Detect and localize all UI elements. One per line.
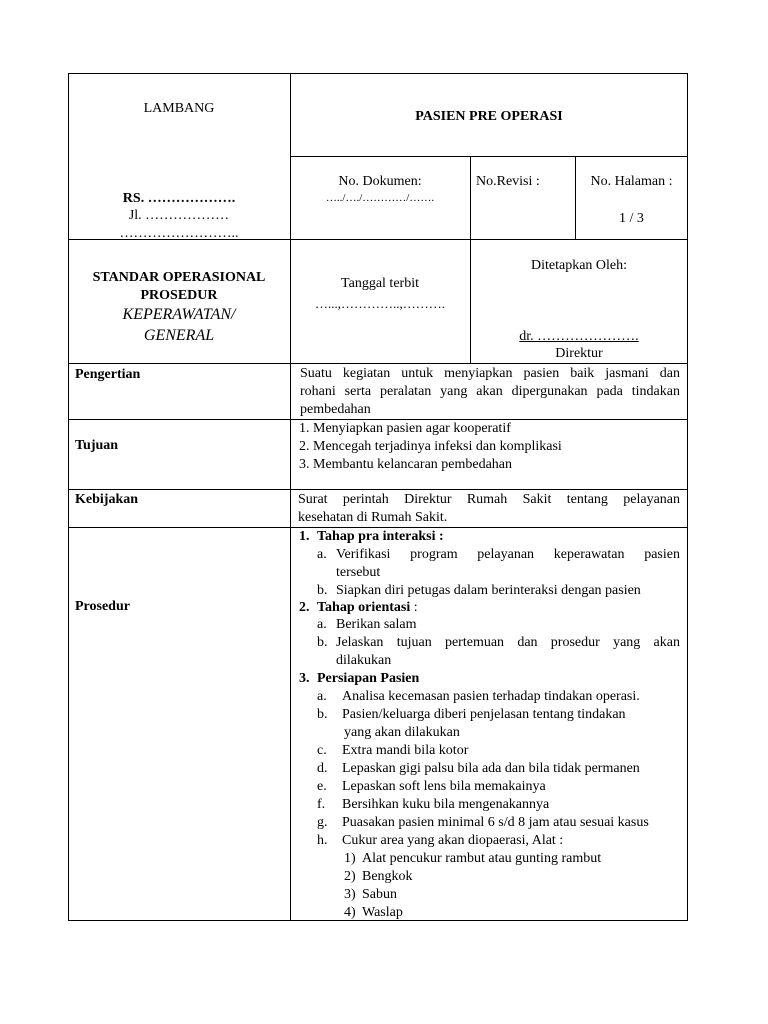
- hospital-address: Jl. ………………: [128, 208, 230, 223]
- step-letter: e.: [317, 779, 327, 794]
- step-text: dilakukan: [336, 653, 392, 668]
- step-text: Berikan salam: [336, 617, 417, 632]
- tool-number: 4): [344, 905, 356, 920]
- step-text: Extra mandi bila kotor: [342, 743, 469, 758]
- tool-text: Sabun: [362, 887, 397, 902]
- no-dokumen-value: …../…./…………/…….: [325, 192, 435, 204]
- step-number: 2.: [299, 600, 310, 615]
- step-number: 3.: [299, 671, 310, 686]
- sop-category: GENERAL: [143, 327, 215, 344]
- signer-name: dr. ………………….: [519, 329, 639, 344]
- step-letter: b.: [317, 583, 328, 598]
- step-letter: h.: [317, 833, 328, 848]
- step-letter: f.: [317, 797, 326, 812]
- kebijakan-label: Kebijakan: [75, 492, 139, 507]
- step-text: Pasien/keluarga diberi penjelasan tentang tindakan: [342, 707, 626, 722]
- tujuan-item: 2. Mencegah terjadinya infeksi dan komplikasi: [299, 439, 562, 454]
- tool-text: Alat pencukur rambut atau gunting rambut: [362, 851, 602, 866]
- header-divider: [290, 156, 688, 157]
- step-letter: d.: [317, 761, 328, 776]
- sop-label: PROSEDUR: [140, 288, 218, 303]
- step-text: tersebut: [336, 565, 381, 580]
- pengertian-text: rohani serta peralatan yang akan dipergunakan pada tindakan: [300, 384, 680, 399]
- step-letter: a.: [317, 547, 327, 562]
- step-letter: a.: [317, 617, 327, 632]
- signer-title: Direktur: [555, 346, 603, 361]
- step-letter: g.: [317, 815, 328, 830]
- kebijakan-text: Surat perintah Direktur Rumah Sakit tentang pelayanan: [298, 492, 680, 507]
- sop-category: KEPERAWATAN/: [122, 306, 236, 323]
- step-number: 1.: [299, 529, 310, 544]
- kebijakan-text: kesehatan di Rumah Sakit.: [298, 510, 448, 525]
- tool-text: Bengkok: [362, 869, 413, 884]
- ditetapkan-label: Ditetapkan Oleh:: [530, 258, 628, 273]
- pengertian-text: Suatu kegiatan untuk menyiapkan pasien baik jasmani dan: [300, 366, 680, 381]
- step-text: Siapkan diri petugas dalam berinteraksi dengan pasien: [336, 583, 641, 598]
- header-divider: [575, 156, 576, 240]
- hospital-address: ……………………..: [119, 226, 239, 241]
- step-text: Analisa kecemasan pasien terhadap tindakan operasi.: [342, 689, 640, 704]
- step-title-text: Tahap orientasi: [317, 600, 411, 615]
- step-text: Puasakan pasien minimal 6 s/d 8 jam atau sesuai kasus: [342, 815, 649, 830]
- step-text: Lepaskan gigi palsu bila ada dan bila tidak permanen: [342, 761, 640, 776]
- no-halaman-label: No. Halaman :: [590, 174, 673, 189]
- step-text: Cukur area yang akan diopaerasi, Alat :: [342, 833, 564, 848]
- tanggal-terbit-label: Tanggal terbit: [341, 276, 419, 291]
- step-text: Bersihkan kuku bila mengenakannya: [342, 797, 550, 812]
- hospital-name: RS. ……………….: [122, 191, 236, 206]
- step-title: Tahap pra interaksi :: [317, 529, 444, 544]
- document-title: PASIEN PRE OPERASI: [415, 109, 563, 124]
- no-dokumen-label: No. Dokumen:: [338, 174, 422, 189]
- prosedur-label: Prosedur: [75, 599, 130, 614]
- body-divider: [68, 489, 688, 490]
- tool-number: 3): [344, 887, 356, 902]
- pengertian-label: Pengertian: [75, 367, 141, 382]
- sop-label: STANDAR OPERASIONAL: [92, 270, 266, 285]
- tujuan-label: Tujuan: [75, 438, 119, 453]
- step-letter: c.: [317, 743, 327, 758]
- step-title-colon: :: [410, 600, 418, 615]
- tanggal-terbit-value: …...,…………..,……….: [315, 296, 445, 311]
- tujuan-item: 3. Membantu kelancaran pembedahan: [299, 457, 513, 472]
- tool-text: Waslap: [362, 905, 403, 920]
- step-text: Verifikasi program pelayanan keperawatan pasien: [336, 547, 680, 562]
- step-letter: b.: [317, 635, 328, 650]
- pengertian-text: pembedahan: [300, 402, 371, 417]
- lambang-label: LAMBANG: [143, 101, 215, 116]
- tool-number: 2): [344, 869, 356, 884]
- no-halaman-value: 1 / 3: [619, 211, 644, 226]
- step-text: Jelaskan tujuan pertemuan dan prosedur yang akan: [336, 635, 680, 650]
- step-letter: b.: [317, 707, 328, 722]
- step-title: Persiapan Pasien: [317, 671, 420, 686]
- tujuan-item: 1. Menyiapkan pasien agar kooperatif: [299, 421, 511, 436]
- no-revisi-label: No.Revisi :: [476, 174, 540, 189]
- step-title: [317, 599, 418, 617]
- tool-number: 1): [344, 851, 356, 866]
- body-divider: [290, 363, 291, 921]
- step-text: yang akan dilakukan: [344, 725, 460, 740]
- step-text: Lepaskan soft lens bila memakainya: [342, 779, 546, 794]
- step-letter: a.: [317, 689, 327, 704]
